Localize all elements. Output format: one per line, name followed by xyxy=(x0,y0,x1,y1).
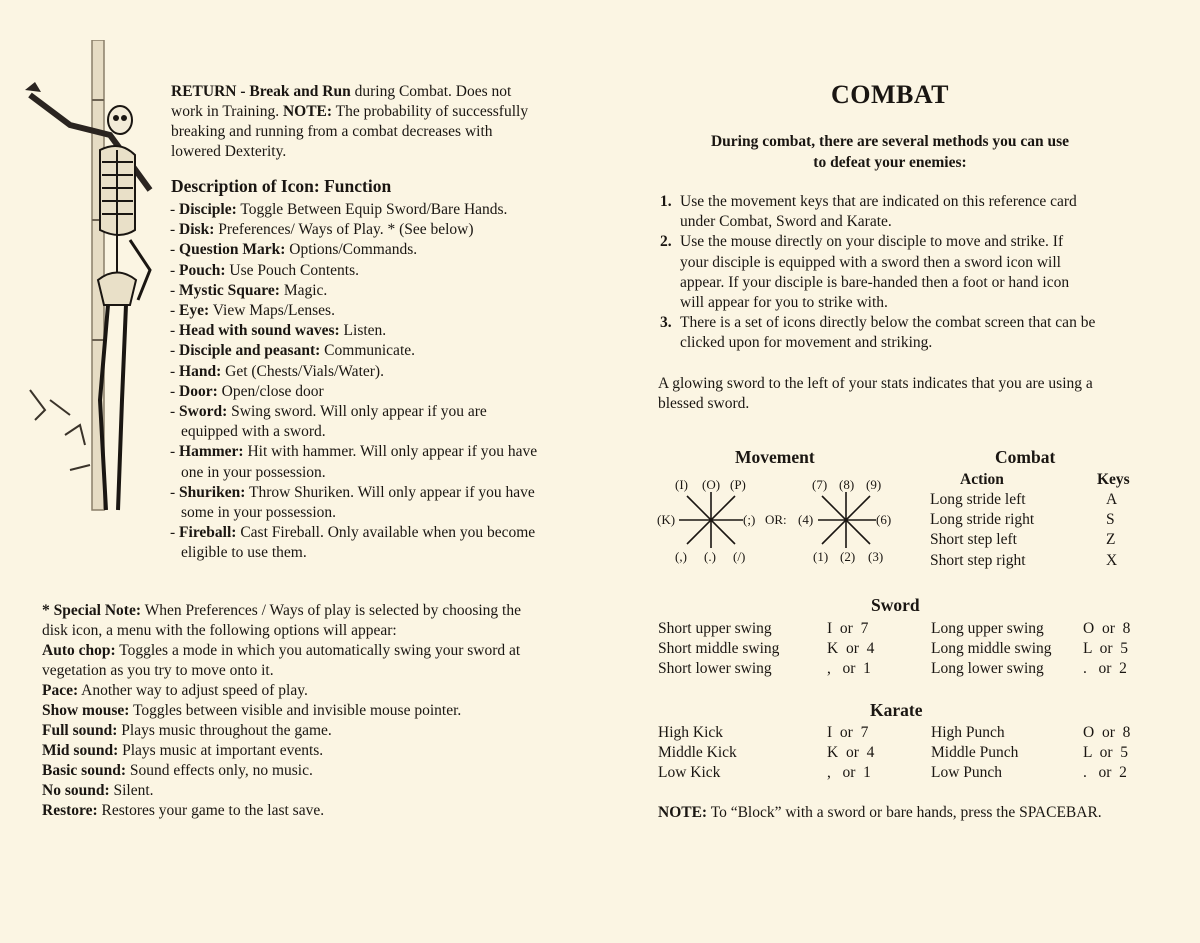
sword-right-keys: . or 2 xyxy=(1083,660,1127,678)
icon-function: Options/Commands. xyxy=(285,241,418,259)
sword-left-keys: I or 7 xyxy=(827,620,869,637)
icon-function-continued: one in your possession. xyxy=(181,463,326,481)
combat-key: X xyxy=(1106,551,1118,569)
key-label-8: (8) xyxy=(839,477,855,492)
sword-right-action: Long middle swing xyxy=(931,640,1052,658)
option-description: Toggles a mode in which you automatically swing your sword at xyxy=(115,642,521,659)
option-description: Plays music at important events. xyxy=(118,742,324,759)
icon-description-item: - Eye: View Maps/Lenses. xyxy=(170,302,335,319)
karate-left-keys: I or 7 xyxy=(827,724,869,741)
icon-description-item: - Sword: Swing sword. Will only appear if you are xyxy=(170,403,487,420)
preference-option xyxy=(42,761,313,781)
key-label-slash: (/) xyxy=(733,549,746,564)
icon-description-item: - Mystic Square: Magic. xyxy=(170,281,328,299)
karate-right-keys: L or 5 xyxy=(1083,744,1129,762)
option-name: Auto chop: xyxy=(42,642,116,659)
icon-function: Hit with hammer. Will only appear if you have xyxy=(243,443,538,461)
intro-line-1: During combat, there are several methods you can use xyxy=(710,133,1070,150)
option-description: Another way to adjust speed of play. xyxy=(78,682,308,699)
preference-option xyxy=(42,781,154,801)
icon-name: Hammer: xyxy=(179,443,244,461)
icon-function: View Maps/Lenses. xyxy=(209,302,335,319)
icon-description-item: - Disciple: Toggle Between Equip Sword/Bare Hands. xyxy=(170,201,508,218)
step-text-line: There is a set of icons directly below the combat screen that can be xyxy=(680,314,1096,332)
preference-option xyxy=(42,801,324,821)
option-name: Show mouse: xyxy=(42,702,130,719)
icon-function: Open/close door xyxy=(217,382,324,400)
icon-description-item: - Question Mark: Options/Commands. xyxy=(170,241,418,259)
return-line-4: lowered Dexterity. xyxy=(171,143,287,160)
key-label-6: (6) xyxy=(876,512,892,527)
step-text-line: appear. If your disciple is bare-handed then a foot or hand icon xyxy=(680,273,1070,291)
key-label-1: (1) xyxy=(813,549,829,564)
step-text-line: will appear for you to strike with. xyxy=(680,294,888,311)
step-text-line: clicked upon for movement and striking. xyxy=(680,334,933,352)
movement-diagram xyxy=(655,472,905,572)
karate-left-keys: K or 4 xyxy=(827,744,875,762)
combat-key: S xyxy=(1106,511,1115,529)
karate-left-action: Middle Kick xyxy=(658,744,737,762)
icon-name: Eye: xyxy=(179,302,210,319)
combat-action: Long stride right xyxy=(930,511,1035,529)
step-number: 3. xyxy=(660,314,672,332)
key-label-9: (9) xyxy=(866,477,882,492)
icon-name: Disciple: xyxy=(179,201,237,218)
combat-key: A xyxy=(1106,491,1118,508)
option-name: Pace: xyxy=(42,682,79,699)
sword-right-keys: L or 5 xyxy=(1083,640,1129,658)
icon-function: Magic. xyxy=(279,281,328,299)
sword-right-keys: O or 8 xyxy=(1083,620,1131,637)
key-label-comma: (,) xyxy=(675,549,687,564)
option-description: Silent. xyxy=(109,782,154,799)
combat-col-keys: Keys xyxy=(1097,471,1130,488)
special-note-line-2: disk icon, a menu with the following options will appear: xyxy=(42,622,397,639)
icon-function: Toggle Between Equip Sword/Bare Hands. xyxy=(236,201,508,218)
karate-heading: Karate xyxy=(870,700,923,720)
icon-description-item: - Disciple and peasant: Communicate. xyxy=(170,342,415,360)
icon-function: Communicate. xyxy=(320,342,415,360)
icon-name: Head with sound waves: xyxy=(179,322,340,340)
sword-left-keys: K or 4 xyxy=(827,640,875,658)
option-name: Basic sound: xyxy=(42,762,126,779)
block-note: NOTE: To “Block” with a sword or bare hands, press the SPACEBAR. xyxy=(658,804,1102,821)
karate-left-action: Low Kick xyxy=(658,764,721,782)
return-line-1: RETURN - Break and Run during Combat. Does not xyxy=(171,83,512,100)
sword-left-keys: , or 1 xyxy=(827,660,871,678)
sword-left-action: Short middle swing xyxy=(658,640,780,658)
return-line-3: breaking and running from a combat decreases with xyxy=(171,123,493,140)
sword-right-action: Long lower swing xyxy=(931,660,1044,678)
icon-description-item: - Disk: Preferences/ Ways of Play. * (See below) xyxy=(170,221,474,239)
icon-description-item: - Pouch: Use Pouch Contents. xyxy=(170,261,360,279)
karate-right-keys: . or 2 xyxy=(1083,764,1127,782)
icon-name: Question Mark: xyxy=(179,241,286,259)
icon-description-item: - Door: Open/close door xyxy=(170,382,324,400)
icon-description-item: - Shuriken: Throw Shuriken. Will only appear if you have xyxy=(170,483,535,501)
combat-heading: Combat xyxy=(995,447,1056,467)
icon-name: Hand: xyxy=(179,362,222,380)
step-text-line: your disciple is equipped with a sword then a sword icon will xyxy=(680,253,1061,271)
preference-option xyxy=(42,681,308,701)
icon-name: Mystic Square: xyxy=(179,281,280,299)
combat-action: Long stride left xyxy=(930,491,1026,508)
karate-left-keys: , or 1 xyxy=(827,764,871,782)
icons-heading: Description of Icon: Function xyxy=(171,176,392,196)
option-description: Sound effects only, no music. xyxy=(126,762,313,779)
combat-action: Short step right xyxy=(930,551,1026,569)
key-label-7: (7) xyxy=(812,477,828,492)
icon-name: Sword: xyxy=(179,403,228,420)
sword-left-action: Short lower swing xyxy=(658,660,772,678)
movement-heading: Movement xyxy=(735,447,815,467)
option-name: No sound: xyxy=(42,782,110,799)
karate-right-action: High Punch xyxy=(931,724,1005,741)
icon-name: Pouch: xyxy=(179,261,226,279)
step-number: 1. xyxy=(660,193,672,210)
combat-col-action: Action xyxy=(960,471,1004,488)
option-description-continued: vegetation as you try to move onto it. xyxy=(42,662,274,679)
sword-right-action: Long upper swing xyxy=(931,620,1044,637)
return-line-2: work in Training. NOTE: The probability of successfully xyxy=(171,103,529,120)
icon-name: Disk: xyxy=(179,221,215,239)
icon-function: Swing sword. Will only appear if you are xyxy=(227,403,487,420)
combat-action: Short step left xyxy=(930,531,1017,549)
preference-option xyxy=(42,741,323,761)
icon-function: Throw Shuriken. Will only appear if you have xyxy=(245,483,535,501)
preference-option xyxy=(42,701,461,721)
option-name: Full sound: xyxy=(42,722,118,739)
icon-name: Disciple and peasant: xyxy=(179,342,321,360)
icon-description-item: - Hand: Get (Chests/Vials/Water). xyxy=(170,362,384,380)
icon-function-continued: eligible to use them. xyxy=(181,544,307,562)
icon-name: Shuriken: xyxy=(179,483,246,501)
icon-function: Cast Fireball. Only available when you become xyxy=(236,524,536,542)
key-label-3: (3) xyxy=(868,549,884,564)
step-text-line: Use the mouse directly on your disciple to move and strike. If xyxy=(680,233,1064,251)
key-label-2: (2) xyxy=(840,549,856,564)
option-name: Mid sound: xyxy=(42,742,119,759)
icon-description-item: - Head with sound waves: Listen. xyxy=(170,322,387,340)
option-name: Restore: xyxy=(42,802,98,819)
page-title: COMBAT xyxy=(830,80,950,109)
intro-line-2: to defeat your enemies: xyxy=(813,154,967,171)
icon-function: Listen. xyxy=(339,322,387,340)
option-description: Restores your game to the last save. xyxy=(97,802,325,819)
combat-key: Z xyxy=(1106,531,1116,549)
icon-name: Door: xyxy=(179,382,218,400)
icon-description-item: - Hammer: Hit with hammer. Will only appear if you have xyxy=(170,443,538,461)
preference-option xyxy=(42,721,332,741)
icon-function: Use Pouch Contents. xyxy=(225,261,360,279)
key-label-semicolon: (;) xyxy=(743,512,756,527)
special-note-line-1: * Special Note: When Preferences / Ways of play is selected by choosing the xyxy=(42,602,521,619)
step-text-line: Use the movement keys that are indicated on this reference card xyxy=(680,193,1077,210)
key-label-I: (I) xyxy=(675,477,688,492)
step-text-line: under Combat, Sword and Karate. xyxy=(680,213,892,231)
karate-left-action: High Kick xyxy=(658,724,724,741)
icon-function: Get (Chests/Vials/Water). xyxy=(221,362,384,380)
sword-heading: Sword xyxy=(871,595,920,615)
key-label-period: (.) xyxy=(704,549,716,564)
glow-line-1: A glowing sword to the left of your stats indicates that you are using a xyxy=(658,375,1093,392)
skeleton-illustration xyxy=(10,40,170,540)
key-label-P: (P) xyxy=(730,477,746,492)
or-label: OR: xyxy=(765,512,787,527)
glow-line-2: blessed sword. xyxy=(658,395,750,412)
icon-function: Preferences/ Ways of Play. * (See below) xyxy=(214,221,474,239)
icon-function-continued: equipped with a sword. xyxy=(181,423,326,441)
step-number: 2. xyxy=(660,233,672,251)
key-label-K: (K) xyxy=(657,512,676,527)
option-description: Plays music throughout the game. xyxy=(117,722,332,739)
sword-left-action: Short upper swing xyxy=(658,620,772,637)
key-label-O: (O) xyxy=(702,477,721,492)
icon-name: Fireball: xyxy=(179,524,237,542)
key-label-4: (4) xyxy=(798,512,814,527)
preference-option xyxy=(42,641,520,661)
icon-description-item: - Fireball: Cast Fireball. Only available when you become xyxy=(170,524,536,542)
option-description: Toggles between visible and invisible mouse pointer. xyxy=(129,702,462,719)
icon-function-continued: some in your possession. xyxy=(181,504,336,521)
karate-right-action: Low Punch xyxy=(931,764,1003,782)
karate-right-action: Middle Punch xyxy=(931,744,1019,762)
karate-right-keys: O or 8 xyxy=(1083,724,1131,741)
